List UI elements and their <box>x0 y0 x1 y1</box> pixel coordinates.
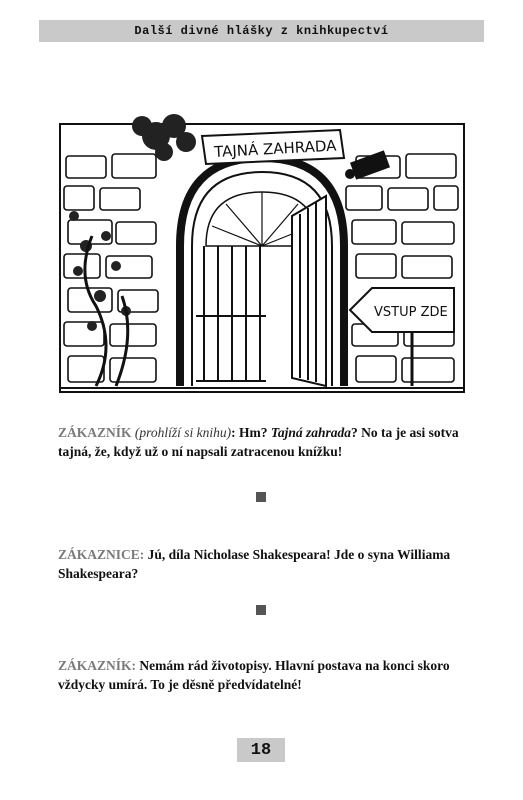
speaker-label: ZÁKAZNICE: <box>58 547 145 562</box>
dialog-text: Hm? <box>235 425 271 440</box>
garden-banner <box>202 130 344 164</box>
garden-gate-drawing <box>56 96 467 403</box>
secret-garden-illustration <box>56 96 467 403</box>
header-title: Další divné hlášky z knihkupectví <box>134 24 389 38</box>
dialog-3 <box>58 656 468 694</box>
dialog-text: Nemám rád životopisy. Hlavní postava na konci skoro vždycky umírá. To je děsně předvídatelné! <box>58 658 450 692</box>
speaker-label: ZÁKAZNÍK: <box>58 658 137 673</box>
dialog-text: ? No ta je asi sotva tajná, že, když už o ní napsali zatracenou knížku! <box>58 425 459 459</box>
dialog-text: Jú, díla Nicholase Shakespeara! Jde o syna Williama Shakespeara? <box>58 547 451 581</box>
dialog-colon: : <box>231 425 236 440</box>
book-title: Tajná zahrada <box>270 425 352 440</box>
section-separator <box>256 605 266 615</box>
section-separator <box>256 492 266 502</box>
dialog-2 <box>58 545 468 583</box>
speaker-label: ZÁKAZNÍK <box>58 425 132 440</box>
dialog-1 <box>58 423 468 461</box>
page-number: 18 <box>237 738 285 762</box>
banner-text: TAJNÁ ZAHRADA <box>213 136 337 162</box>
entry-sign-text: VSTUP ZDE <box>374 305 448 320</box>
running-header <box>39 20 484 42</box>
stage-direction: (prohlíží si knihu) <box>134 425 232 440</box>
